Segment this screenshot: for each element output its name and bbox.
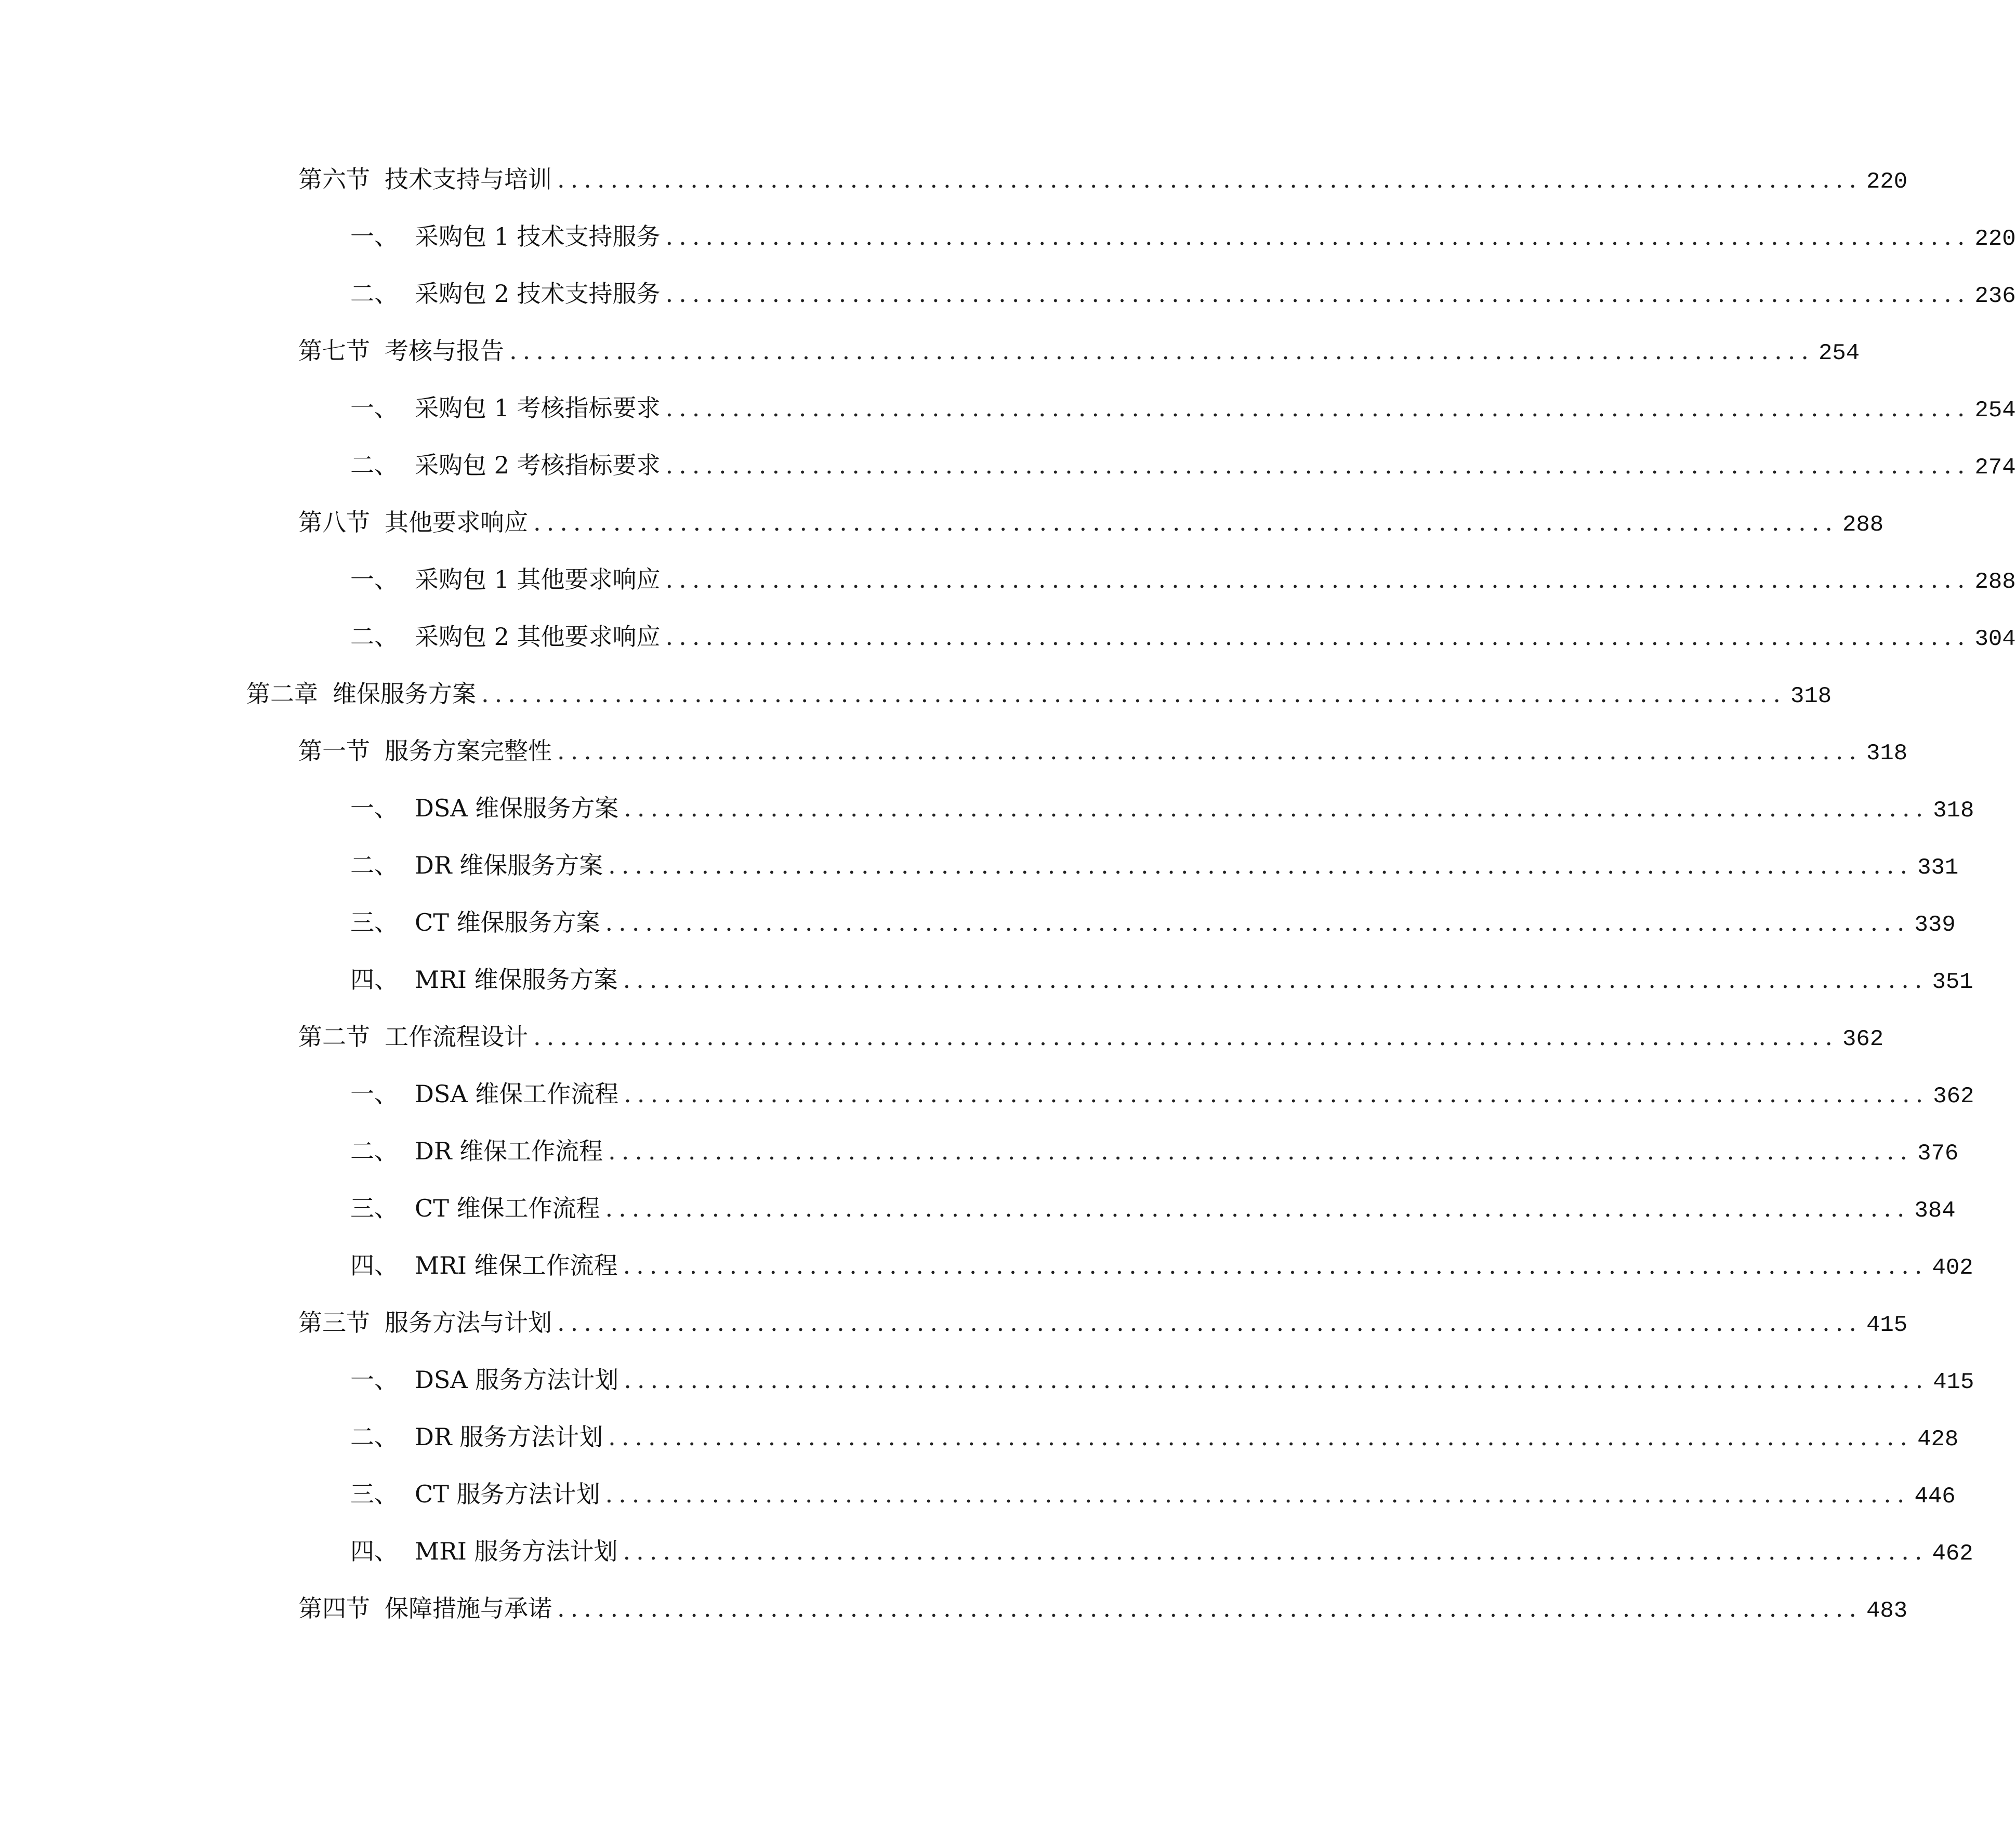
entry-title: MRI 维保服务方案 [415, 966, 618, 994]
dot-leader: .................................................................................................. [624, 794, 1929, 822]
page-number: 384 [1914, 1198, 1956, 1224]
toc-entry-item[interactable] [0, 1419, 1959, 1455]
page-number: 220 [1974, 226, 2016, 252]
page-number: 446 [1914, 1484, 1956, 1510]
entry-title: 工作流程设计 [385, 1023, 528, 1051]
toc-entry-item[interactable] [0, 847, 1959, 883]
toc-entry-item[interactable] [0, 904, 1956, 941]
page-number: 304 [1974, 626, 2016, 652]
entry-number: 一、 [350, 394, 398, 422]
page-number: 376 [1917, 1141, 1959, 1167]
entry-title: CT 维保服务方案 [415, 908, 600, 936]
page-number: 220 [1866, 169, 1908, 195]
toc-entry-item[interactable] [0, 1247, 1973, 1284]
page-number: 331 [1917, 855, 1959, 881]
entry-number: 四、 [350, 1537, 398, 1565]
entry-title: 维保服务方案 [333, 680, 476, 708]
page-number: 362 [1842, 1026, 1884, 1052]
toc-entry-item[interactable] [0, 1533, 1973, 1569]
entry-number: 第三节 [298, 1309, 370, 1337]
entry-number: 一、 [350, 1080, 398, 1108]
dot-leader: .................................................................................................. [557, 1594, 1862, 1622]
dot-leader: .................................................................................................. [665, 623, 1971, 651]
entry-number: 二、 [350, 280, 398, 308]
entry-title: 服务方法与计划 [385, 1309, 552, 1337]
page-number: 339 [1914, 912, 1956, 938]
toc-entry-item[interactable] [0, 961, 1973, 998]
entry-number: 第八节 [298, 508, 370, 536]
toc-entry-item[interactable] [0, 561, 2016, 598]
entry-title: DSA 维保服务方案 [415, 794, 619, 822]
dot-leader: .................................................................................................. [623, 966, 1928, 994]
entry-title: 保障措施与承诺 [385, 1594, 552, 1622]
toc-entry-item[interactable] [0, 618, 2016, 655]
toc-entry-chapter-2[interactable] [0, 676, 1832, 712]
entry-title: 采购包 1 技术支持服务 [415, 222, 661, 250]
dot-leader: .................................................................................................. [665, 222, 1971, 250]
toc-entry-section-3[interactable] [0, 1304, 1908, 1341]
toc-entry-item[interactable] [0, 1076, 1974, 1112]
entry-number: 三、 [350, 1480, 398, 1508]
entry-number: 四、 [350, 1251, 398, 1279]
entry-number: 二、 [350, 1423, 398, 1451]
page-number: 288 [1974, 569, 2016, 595]
toc-entry-item[interactable] [0, 1190, 1956, 1226]
page-number: 402 [1932, 1255, 1973, 1281]
entry-number: 三、 [350, 908, 398, 936]
entry-number: 一、 [350, 222, 398, 250]
dot-leader: .................................................................................................. [557, 737, 1862, 765]
dot-leader: .................................................................................................. [665, 280, 1971, 308]
dot-leader: .................................................................................................. [624, 1080, 1929, 1108]
toc-entry-item[interactable] [0, 1362, 1974, 1398]
entry-number: 第一节 [298, 737, 370, 765]
dot-leader: .................................................................................................. [605, 1480, 1910, 1508]
page-number: 362 [1933, 1084, 1974, 1109]
dot-leader: .................................................................................................. [623, 1251, 1928, 1279]
page-number: 415 [1866, 1312, 1908, 1338]
page-number: 274 [1974, 455, 2016, 481]
entry-title: DR 服务方法计划 [415, 1423, 603, 1451]
dot-leader: .................................................................................................. [605, 908, 1910, 936]
entry-title: 采购包 2 技术支持服务 [415, 280, 661, 308]
toc-entry-item[interactable] [0, 1133, 1959, 1169]
toc-entry-item[interactable] [0, 447, 2016, 483]
entry-number: 一、 [350, 794, 398, 822]
entry-title: DSA 维保工作流程 [415, 1080, 619, 1108]
entry-number: 一、 [350, 565, 398, 593]
page-number: 415 [1933, 1369, 1974, 1395]
dot-leader: .................................................................................................. [533, 1023, 1838, 1051]
entry-title: 采购包 2 其他要求响应 [415, 623, 661, 651]
dot-leader: .................................................................................................. [665, 451, 1971, 479]
entry-title: DR 维保服务方案 [415, 851, 603, 879]
entry-title: MRI 维保工作流程 [415, 1251, 618, 1279]
entry-title: CT 维保工作流程 [415, 1194, 600, 1222]
page-number: 254 [1974, 398, 2016, 424]
entry-title: CT 服务方法计划 [415, 1480, 600, 1508]
toc-entry-item[interactable] [0, 390, 2016, 426]
dot-leader: .................................................................................................. [557, 165, 1862, 193]
entry-number: 第六节 [298, 165, 370, 193]
dot-leader: .................................................................................................. [608, 1137, 1914, 1165]
dot-leader: .................................................................................................. [608, 1423, 1914, 1451]
entry-title: 采购包 1 考核指标要求 [415, 394, 661, 422]
entry-title: 其他要求响应 [385, 508, 528, 536]
dot-leader: .................................................................................................. [481, 680, 1786, 708]
toc-entry-section-8[interactable] [0, 504, 1884, 540]
toc-entry-item[interactable] [0, 218, 2016, 255]
toc-entry-section-7[interactable] [0, 333, 1860, 369]
entry-number: 第二章 [246, 680, 318, 708]
page-number: 236 [1974, 283, 2016, 309]
entry-title: 技术支持与培训 [385, 165, 552, 193]
toc-entry-item[interactable] [0, 790, 1974, 826]
entry-number: 二、 [350, 851, 398, 879]
toc-entry-section-1[interactable] [0, 733, 1908, 769]
toc-entry-section-2[interactable] [0, 1019, 1884, 1055]
entry-title: MRI 服务方法计划 [415, 1537, 618, 1565]
toc-entry-item[interactable] [0, 275, 2016, 312]
entry-title: DR 维保工作流程 [415, 1137, 603, 1165]
page-number: 351 [1932, 969, 1973, 995]
toc-entry-section-6[interactable] [0, 161, 1908, 197]
entry-number: 二、 [350, 451, 398, 479]
page-number: 318 [1790, 683, 1832, 709]
toc-entry-item[interactable] [0, 1476, 1956, 1512]
entry-title: 采购包 2 考核指标要求 [415, 451, 661, 479]
page-number: 428 [1917, 1426, 1959, 1452]
page-number: 254 [1818, 340, 1860, 366]
entry-number: 第二节 [298, 1023, 370, 1051]
dot-leader: .................................................................................................. [624, 1366, 1929, 1394]
dot-leader: .................................................................................................. [623, 1537, 1928, 1565]
entry-title: DSA 服务方法计划 [415, 1366, 619, 1394]
entry-title: 采购包 1 其他要求响应 [415, 565, 661, 593]
entry-title: 服务方案完整性 [385, 737, 552, 765]
dot-leader: .................................................................................................. [557, 1309, 1862, 1337]
page-number: 318 [1933, 798, 1974, 824]
entry-number: 三、 [350, 1194, 398, 1222]
entry-number: 四、 [350, 966, 398, 994]
dot-leader: .................................................................................................. [533, 508, 1838, 536]
page-number: 318 [1866, 741, 1908, 767]
entry-number: 二、 [350, 623, 398, 651]
dot-leader: .................................................................................................. [605, 1194, 1910, 1222]
dot-leader: .................................................................................................. [665, 565, 1971, 593]
dot-leader: .................................................................................................. [665, 394, 1971, 422]
dot-leader: .................................................................................................. [509, 337, 1814, 365]
page-number: 462 [1932, 1541, 1973, 1567]
page-number: 288 [1842, 512, 1884, 538]
toc-entry-section-4[interactable] [0, 1590, 1908, 1627]
entry-number: 二、 [350, 1137, 398, 1165]
entry-title: 考核与报告 [385, 337, 504, 365]
entry-number: 第四节 [298, 1594, 370, 1622]
entry-number: 一、 [350, 1366, 398, 1394]
dot-leader: .................................................................................................. [608, 851, 1914, 879]
page-number: 483 [1866, 1598, 1908, 1624]
entry-number: 第七节 [298, 337, 370, 365]
